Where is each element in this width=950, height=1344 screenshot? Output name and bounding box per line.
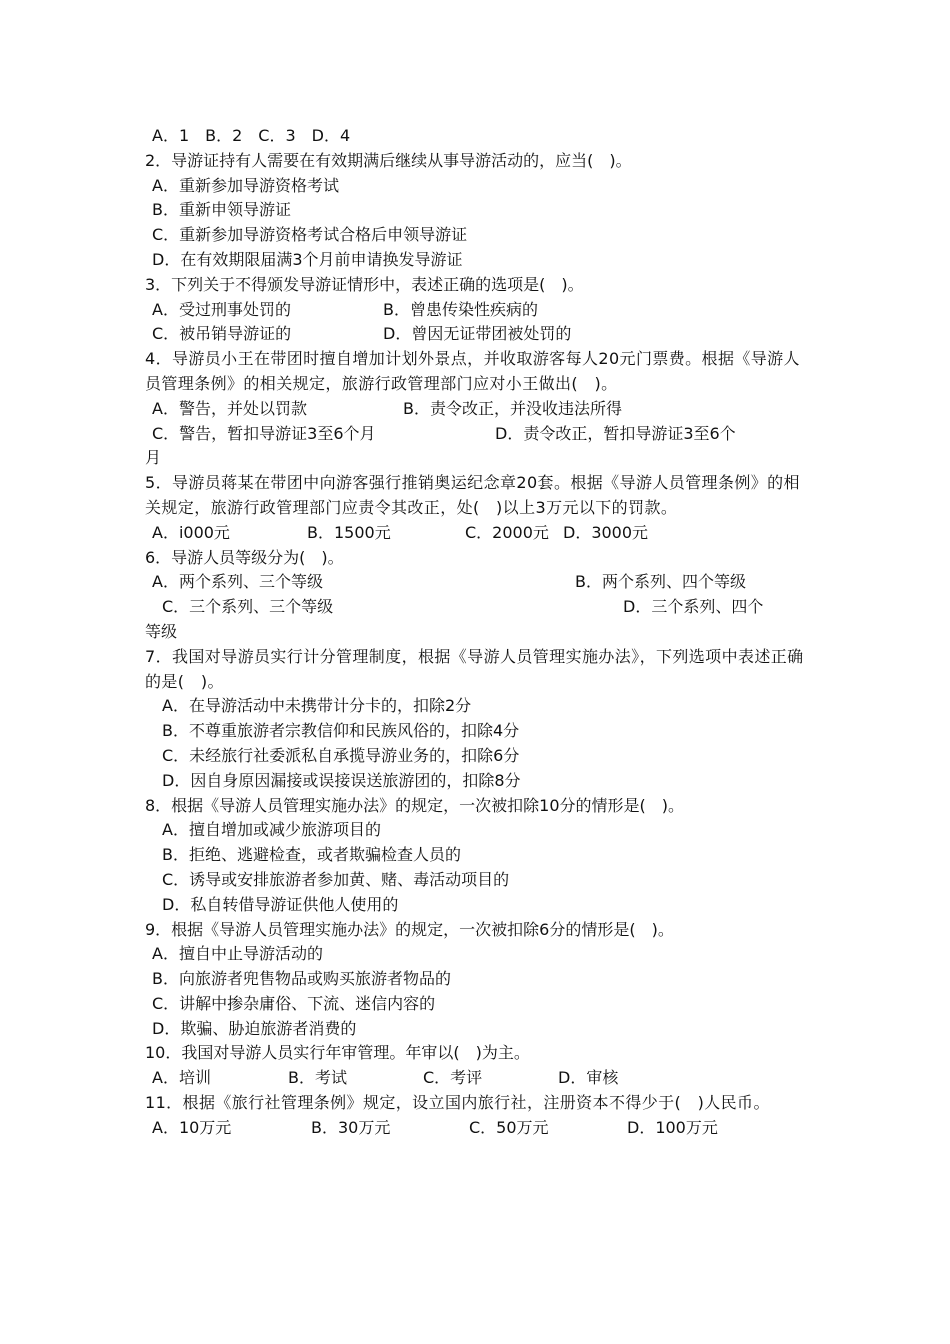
q6-row-1 [145,570,810,595]
q2-stem: 2．导游证持有人需要在有效期满后继续从事导游活动的，应当( )。 [145,150,632,170]
q7-option-a: A．在导游活动中未携带计分卡的，扣除2分 [162,696,472,716]
document-page [145,124,810,1141]
q10-stem: 10．我国对导游人员实行年审管理。年审以( )为主。 [145,1043,530,1063]
q7-option-c: C．未经旅行社委派私自承揽导游业务的，扣除6分 [162,745,520,765]
q8-option-d: D．私自转借导游证供他人使用的 [162,894,399,914]
q8-stem: 8．根据《导游人员管理实施办法》的规定，一次被扣除10分的情形是( )。 [145,795,685,815]
q7-option-d: D．因自身原因漏接或误接误送旅游团的，扣除8分 [162,770,521,790]
q11-stem: 11．根据《旅行社管理条例》规定，设立国内旅行社，注册资本不得少于( )人民币。 [145,1093,770,1113]
q11-option-b: B．30万元 [311,1117,391,1137]
q7-stem: 7．我国对导游员实行计分管理制度，根据《导游人员管理实施办法》，下列选项中表述正确的是( )。 [145,646,804,691]
q2-option-b: B．重新申领导游证 [152,200,291,220]
q1-options: A．1 B．2 C．3 D．4 [152,126,351,145]
q9-option-b: B．向旅游者兜售物品或购买旅游者物品的 [152,969,451,989]
q4-option-a: A．警告，并处以罚款 [152,398,307,418]
q11-option-a: A．10万元 [152,1117,232,1137]
q5-option-b: B．1500元 [307,522,391,542]
q10-row [145,1066,810,1091]
q3-stem: 3．下列关于不得颁发导游证情形中，表述正确的选项是( )。 [145,274,584,294]
q5-option-d: D．3000元 [563,522,649,542]
q11-option-d: D．100万元 [627,1117,718,1137]
q10-option-d: D．审核 [558,1068,619,1088]
q4-row-1 [145,397,810,422]
q2-option-d: D．在有效期限届满3个月前申请换发导游证 [152,249,463,269]
q6-option-d-continued: 等级 [145,621,178,641]
q6-row-2 [145,595,810,620]
q4-option-d-continued: 月 [145,448,162,468]
q5-stem: 5．导游员蒋某在带团中向游客强行推销奥运纪念章20套。根据《导游人员管理条例》的相关规定，旅游行政管理部门应责令其改正，处( )以上3万元以下的罚款。 [145,473,800,517]
q3-option-d: D．曾因无证带团被处罚的 [383,324,572,344]
q11-option-c: C．50万元 [469,1117,549,1137]
q4-option-c: C．警告，暂扣导游证3至6个月 [152,423,376,443]
q9-option-a: A．擅自中止导游活动的 [152,944,323,964]
q5-option-a: A．i000元 [152,522,230,542]
q6-option-a: A．两个系列、三个等级 [152,572,323,592]
q9-stem: 9．根据《导游人员管理实施办法》的规定，一次被扣除6分的情形是( )。 [145,919,674,939]
q4-stem: 4．导游员小王在带团时擅自增加计划外景点，并收取游客每人20元门票费。根据《导游人员管理条例》的相关规定，旅游行政管理部门应对小王做出( )。 [145,349,800,393]
q9-option-c: C．讲解中掺杂庸俗、下流、迷信内容的 [152,993,436,1013]
q4-option-b: B．责令改正，并没收违法所得 [403,398,622,418]
q2-option-c: C．重新参加导游资格考试合格后申领导游证 [152,225,468,245]
q8-option-b: B．拒绝、逃避检查，或者欺骗检查人员的 [162,845,461,865]
q5-row [145,521,810,546]
q6-stem: 6．导游人员等级分为( )。 [145,547,344,567]
q6-option-b: B．两个系列、四个等级 [575,572,746,592]
q3-row-2 [145,322,810,347]
q7-option-b: B．不尊重旅游者宗教信仰和民族风俗的，扣除4分 [162,721,520,741]
q10-option-c: C．考评 [423,1068,483,1088]
q3-row-1 [145,298,810,323]
q4-option-d: D．责令改正，暂扣导游证3至6个 [495,423,736,443]
q5-option-c: C．2000元 [465,522,549,542]
q11-row [145,1116,810,1141]
q8-option-a: A．擅自增加或减少旅游项目的 [162,820,381,840]
q10-option-b: B．考试 [288,1068,347,1088]
q3-option-b: B．曾患传染性疾病的 [383,299,538,319]
q9-option-d: D．欺骗、胁迫旅游者消费的 [152,1018,357,1038]
q6-option-c: C．三个系列、三个等级 [162,597,334,617]
q6-option-d: D．三个系列、四个 [623,597,764,617]
q3-option-c: C．被吊销导游证的 [152,324,292,344]
q3-option-a: A．受过刑事处罚的 [152,299,291,319]
q4-row-2 [145,422,810,447]
q8-option-c: C．诱导或安排旅游者参加黄、赌、毒活动项目的 [162,869,510,889]
q2-option-a: A．重新参加导游资格考试 [152,175,339,195]
q10-option-a: A．培训 [152,1068,211,1088]
